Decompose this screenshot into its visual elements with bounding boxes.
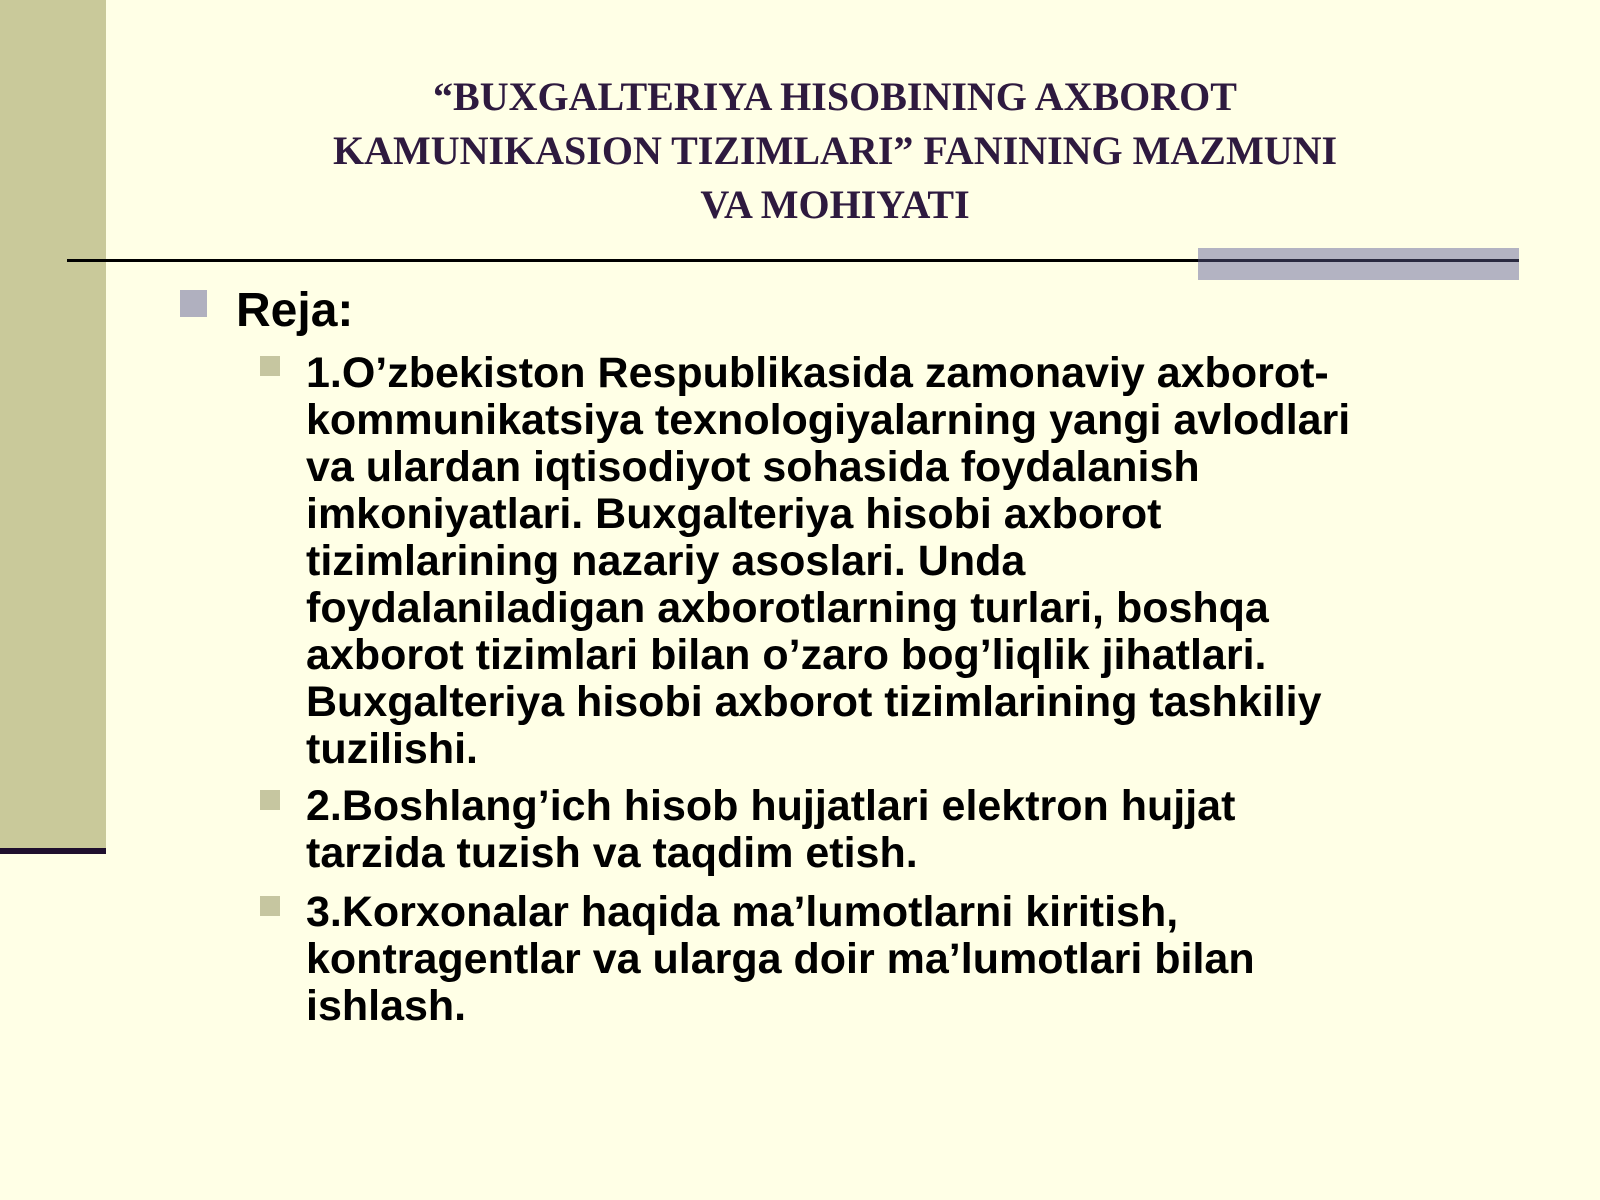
left-decor-line — [0, 848, 106, 854]
plan-item-line: Buxgalteriya hisobi axborot tizimlarining tashkiliy — [306, 678, 1322, 726]
plan-item-line: kontragentlar va ularga doir ma’lumotlari bilan — [306, 935, 1255, 983]
plan-item-2 — [306, 783, 1506, 877]
plan-item-line: kommunikatsiya texnologiyalarning yangi avlodlari — [306, 396, 1351, 444]
square-bullet-icon — [260, 356, 280, 376]
plan-item-line: tarzida tuzish va taqdim etish. — [306, 829, 918, 877]
slide-title — [200, 70, 1470, 232]
slide-title-line: KAMUNIKASION TIZIMLARI” FANINING MAZMUNI — [332, 128, 1338, 173]
plan-item-line: 1.O’zbekiston Respublikasida zamonaviy axborot- — [306, 349, 1329, 397]
plan-item-line: ishlash. — [306, 982, 467, 1030]
plan-item-line: imkoniyatlari. Buxgalteriya hisobi axborot — [306, 490, 1162, 538]
slide-title-line: “BUXGALTERIYA HISOBINING AXBOROT — [433, 74, 1237, 119]
plan-item-line: tuzilishi. — [306, 725, 478, 773]
square-bullet-icon — [260, 896, 280, 916]
plan-item-line: va ulardan iqtisodiyot sohasida foydalanish — [306, 443, 1200, 491]
plan-heading: Reja: — [236, 284, 354, 337]
divider-accent-line — [1198, 259, 1519, 262]
plan-item-1 — [306, 350, 1506, 773]
slide-title-line: VA MOHIYATI — [700, 182, 970, 227]
square-bullet-icon — [260, 790, 280, 810]
plan-item-line: axborot tizimlari bilan o’zaro bog’liqlik jihatlari. — [306, 631, 1267, 679]
plan-item-3 — [306, 889, 1506, 1030]
plan-item-line: foydalaniladigan axborotlarning turlari, boshqa — [306, 584, 1269, 632]
left-decor-bar — [0, 0, 106, 848]
plan-item-line: 2.Boshlang’ich hisob hujjatlari elektron hujjat — [306, 782, 1236, 830]
plan-item-line: 3.Korxonalar haqida ma’lumotlarni kiritish, — [306, 888, 1179, 936]
square-bullet-icon — [180, 290, 207, 317]
plan-item-line: tizimlarining nazariy asoslari. Unda — [306, 537, 1026, 585]
divider-accent — [1198, 248, 1519, 280]
